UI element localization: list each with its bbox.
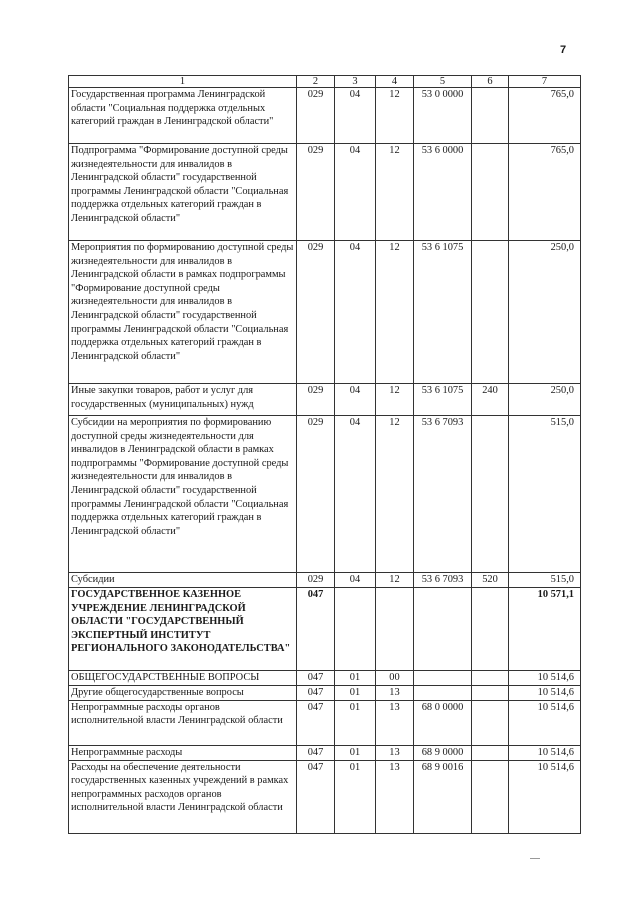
row-value-cell-c3: 01 [335,671,376,686]
row-value-cell-c5: 53 6 1075 [414,241,472,384]
row-value-cell-c7: 250,0 [509,241,581,384]
row-value-cell-c6: 520 [472,573,509,588]
row-name-cell: ОБЩЕГОСУДАРСТВЕННЫЕ ВОПРОСЫ [69,671,297,686]
row-value-cell-c3: 01 [335,686,376,701]
row-value-cell-c3: 04 [335,144,376,241]
row-value-cell-c4: 00 [376,671,414,686]
row-value-cell-c7: 515,0 [509,416,581,573]
row-value-cell-c4: 13 [376,686,414,701]
row-value-cell-c7: 10 514,6 [509,745,581,760]
row-value-cell-c6 [472,686,509,701]
budget-table [68,75,581,834]
row-value-cell-c2: 047 [297,760,335,833]
row-value-cell-c6 [472,671,509,686]
row-value-cell-c2: 029 [297,144,335,241]
row-value-cell-c4: 12 [376,241,414,384]
row-value-cell-c6 [472,144,509,241]
header-cell: 6 [472,76,509,88]
row-value-cell-c6 [472,745,509,760]
row-value-cell-c5 [414,588,472,671]
row-value-cell-c3: 04 [335,88,376,144]
row-name-cell: Непрограммные расходы [69,745,297,760]
row-value-cell-c5: 53 6 7093 [414,573,472,588]
table-row [69,745,581,760]
table-row [69,588,581,671]
row-name-cell: Непрограммные расходы органов исполнительной власти Ленинградской области [69,700,297,745]
row-value-cell-c4: 12 [376,416,414,573]
row-value-cell-c2: 029 [297,241,335,384]
table-row [69,144,581,241]
row-value-cell-c3: 01 [335,700,376,745]
row-value-cell-c7: 10 514,6 [509,671,581,686]
row-value-cell-c5: 53 0 0000 [414,88,472,144]
row-value-cell-c7: 765,0 [509,88,581,144]
row-value-cell-c4: 12 [376,144,414,241]
row-value-cell-c2: 029 [297,384,335,416]
header-cell: 5 [414,76,472,88]
row-value-cell-c7: 10 514,6 [509,686,581,701]
table-row [69,686,581,701]
row-name-cell: ГОСУДАРСТВЕННОЕ КАЗЕННОЕ УЧРЕЖДЕНИЕ ЛЕНИНГРАДСКОЙ ОБЛАСТИ "ГОСУДАРСТВЕННЫЙ ЭКСПЕРТНЫЙ ИНСТИТУТ РЕГИОНАЛЬНОГО ЗАКОНОДАТЕЛЬСТВА" [69,588,297,671]
row-value-cell-c4 [376,588,414,671]
row-name-cell: Иные закупки товаров, работ и услуг для государственных (муниципальных) нужд [69,384,297,416]
row-value-cell-c3: 04 [335,384,376,416]
row-value-cell-c6 [472,760,509,833]
header-cell: 3 [335,76,376,88]
header-cell: 1 [69,76,297,88]
row-value-cell-c7: 10 514,6 [509,700,581,745]
row-value-cell-c5 [414,686,472,701]
row-value-cell-c2: 047 [297,588,335,671]
row-value-cell-c3: 04 [335,241,376,384]
header-cell: 4 [376,76,414,88]
row-value-cell-c4: 13 [376,745,414,760]
row-value-cell-c2: 047 [297,686,335,701]
row-name-cell: Подпрограмма "Формирование доступной среды жизнедеятельности для инвалидов в Ленинградской области" государственной программы Ленинградской области "Социальная поддержка отдельных категорий граждан в Ленинградской области" [69,144,297,241]
row-name-cell: Другие общегосударственные вопросы [69,686,297,701]
row-name-cell: Субсидии [69,573,297,588]
table-row [69,760,581,833]
row-value-cell-c6 [472,416,509,573]
row-value-cell-c3 [335,588,376,671]
table-row [69,671,581,686]
header-cell: 7 [509,76,581,88]
row-value-cell-c6 [472,88,509,144]
row-value-cell-c6 [472,241,509,384]
row-value-cell-c5: 53 6 7093 [414,416,472,573]
row-value-cell-c4: 12 [376,88,414,144]
header-row [69,76,581,88]
row-value-cell-c2: 029 [297,88,335,144]
row-value-cell-c5: 68 9 0016 [414,760,472,833]
row-name-cell: Мероприятия по формированию доступной среды жизнедеятельности для инвалидов в Ленинградской области в рамках подпрограммы "Формирование доступной среды жизнедеятельности для инвалидов в Ленинградской области" государственной программы Ленинградской области "Социальная поддержка отдельных категорий граждан в Ленинградской области" [69,241,297,384]
row-value-cell-c2: 029 [297,416,335,573]
row-value-cell-c4: 12 [376,384,414,416]
row-value-cell-c6 [472,700,509,745]
row-value-cell-c5: 53 6 0000 [414,144,472,241]
row-value-cell-c2: 047 [297,700,335,745]
row-value-cell-c5: 68 0 0000 [414,700,472,745]
row-value-cell-c7: 515,0 [509,573,581,588]
table-row [69,241,581,384]
row-value-cell-c2: 029 [297,573,335,588]
row-value-cell-c7: 10 571,1 [509,588,581,671]
table-row [69,384,581,416]
row-value-cell-c2: 047 [297,745,335,760]
page-number: 7 [560,44,567,56]
table-row [69,416,581,573]
table-row [69,88,581,144]
header-cell: 2 [297,76,335,88]
row-value-cell-c5: 53 6 1075 [414,384,472,416]
row-value-cell-c7: 10 514,6 [509,760,581,833]
row-value-cell-c6 [472,588,509,671]
table-row [69,573,581,588]
row-value-cell-c4: 12 [376,573,414,588]
row-value-cell-c6: 240 [472,384,509,416]
row-value-cell-c3: 04 [335,573,376,588]
row-value-cell-c4: 13 [376,700,414,745]
row-value-cell-c5 [414,671,472,686]
scan-mark [530,858,540,859]
row-value-cell-c4: 13 [376,760,414,833]
row-value-cell-c7: 765,0 [509,144,581,241]
row-name-cell: Субсидии на мероприятия по формированию доступной среды жизнедеятельности для инвалидов в Ленинградской области в рамках подпрограммы "Формирование доступной среды жизнедеятельности для инвалидов в Ленинградской области" государственной программы Ленинградской области "Социальная поддержка отдельных категорий граждан в Ленинградской области" [69,416,297,573]
row-value-cell-c3: 01 [335,760,376,833]
row-value-cell-c3: 01 [335,745,376,760]
row-name-cell: Государственная программа Ленинградской области "Социальная поддержка отдельных категорий граждан в Ленинградской области" [69,88,297,144]
row-value-cell-c3: 04 [335,416,376,573]
table-row [69,700,581,745]
row-name-cell: Расходы на обеспечение деятельности государственных казенных учреждений в рамках непрограммных расходов органов исполнительной власти Ленинградской области [69,760,297,833]
row-value-cell-c5: 68 9 0000 [414,745,472,760]
row-value-cell-c2: 047 [297,671,335,686]
row-value-cell-c7: 250,0 [509,384,581,416]
